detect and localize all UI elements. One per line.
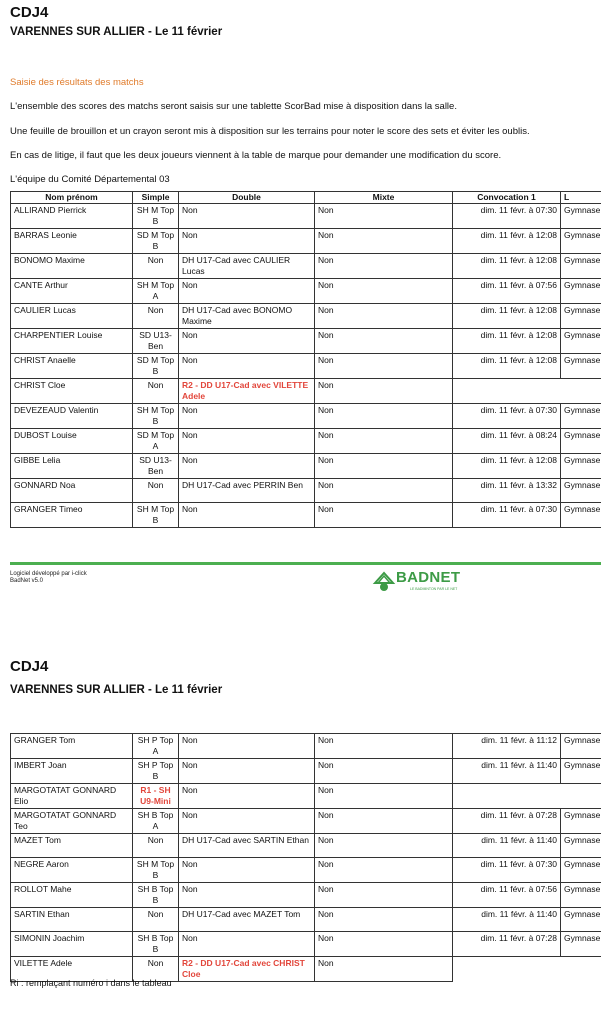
- simple-cell: SH B Top A: [133, 809, 179, 834]
- player-name-cell: IMBERT Joan: [11, 759, 133, 784]
- table-row: [11, 404, 601, 429]
- table-row: [11, 204, 601, 229]
- convocation-cell: dim. 11 févr. à 07:30: [453, 404, 561, 429]
- mixte-cell: Non: [315, 503, 453, 528]
- simple-cell: SD U13-Ben: [133, 454, 179, 479]
- table-row: [11, 834, 601, 858]
- mixte-cell: Non: [315, 957, 453, 982]
- convocation-cell: dim. 11 févr. à 12:08: [453, 354, 561, 379]
- double-cell: R2 - DD U17-Cad avec CHRIST Cloe: [179, 957, 315, 982]
- table-row: [11, 354, 601, 379]
- double-cell: Non: [179, 454, 315, 479]
- table-row: [11, 304, 601, 329]
- simple-cell: SH M Top B: [133, 204, 179, 229]
- double-cell: Non: [179, 932, 315, 957]
- double-cell: Non: [179, 734, 315, 759]
- player-name-cell: CHARPENTIER Louise: [11, 329, 133, 354]
- mixte-cell: Non: [315, 254, 453, 279]
- results-table-page2: [10, 733, 601, 982]
- simple-cell: SH P Top A: [133, 734, 179, 759]
- mixte-cell: Non: [315, 883, 453, 908]
- mixte-cell: Non: [315, 204, 453, 229]
- legend-note: Ri : remplaçant numéro i dans le tableau: [10, 978, 172, 988]
- player-name-cell: SIMONIN Joachim: [11, 932, 133, 957]
- double-cell: Non: [179, 204, 315, 229]
- table-row: [11, 503, 601, 528]
- page2-subtitle: VARENNES SUR ALLIER - Le 11 février: [10, 684, 223, 696]
- table-row: [11, 454, 601, 479]
- player-name-cell: MAZET Tom: [11, 834, 133, 858]
- double-cell: Non: [179, 229, 315, 254]
- player-name-cell: CAULIER Lucas: [11, 304, 133, 329]
- header-lieu: L: [561, 192, 601, 204]
- double-cell: Non: [179, 404, 315, 429]
- player-name-cell: GRANGER Tom: [11, 734, 133, 759]
- header-name: Nom prénom: [11, 192, 133, 204]
- lieu-cell: Gymnase: [561, 454, 601, 479]
- simple-cell: R1 - SH U9-Mini: [133, 784, 179, 809]
- simple-cell: SD U13-Ben: [133, 329, 179, 354]
- lieu-cell: Gymnase: [561, 279, 601, 304]
- player-name-cell: VILETTE Adele: [11, 957, 133, 982]
- double-cell: Non: [179, 883, 315, 908]
- simple-cell: SH M Top B: [133, 404, 179, 429]
- player-name-cell: SARTIN Ethan: [11, 908, 133, 932]
- player-name-cell: DUBOST Louise: [11, 429, 133, 454]
- double-cell: Non: [179, 354, 315, 379]
- convocation-cell: dim. 11 févr. à 11:12: [453, 734, 561, 759]
- player-name-cell: GIBBE Lelia: [11, 454, 133, 479]
- convocation-cell: dim. 11 févr. à 13:32: [453, 479, 561, 503]
- lieu-cell: Gymnase: [561, 304, 601, 329]
- footer-divider: [10, 562, 601, 565]
- simple-cell: SH P Top B: [133, 759, 179, 784]
- convocation-cell: dim. 11 févr. à 07:56: [453, 279, 561, 304]
- lieu-cell: Gymnase: [561, 503, 601, 528]
- double-cell: DH U17-Cad avec MAZET Tom: [179, 908, 315, 932]
- table-row: [11, 784, 601, 809]
- mixte-cell: Non: [315, 429, 453, 454]
- lieu-cell: Gymnase: [561, 809, 601, 834]
- simple-cell: Non: [133, 304, 179, 329]
- convocation-cell: dim. 11 févr. à 08:24: [453, 429, 561, 454]
- convocation-cell: dim. 11 févr. à 07:28: [453, 809, 561, 834]
- convocation-cell: dim. 11 févr. à 11:40: [453, 834, 561, 858]
- player-name-cell: BONOMO Maxime: [11, 254, 133, 279]
- section-title: Saisie des résultats des matchs: [10, 77, 144, 88]
- table-row: [11, 279, 601, 304]
- table-row: [11, 254, 601, 279]
- mixte-cell: Non: [315, 908, 453, 932]
- lieu-cell: Gymnase: [561, 429, 601, 454]
- page1-title: CDJ4: [10, 4, 49, 21]
- double-cell: Non: [179, 329, 315, 354]
- header-simple: Simple: [133, 192, 179, 204]
- mixte-cell: Non: [315, 858, 453, 883]
- simple-cell: Non: [133, 957, 179, 982]
- table-row: [11, 883, 601, 908]
- player-name-cell: ROLLOT Mahe: [11, 883, 133, 908]
- lieu-cell: Gymnase: [561, 204, 601, 229]
- results-table-page1: [10, 191, 601, 528]
- double-cell: Non: [179, 503, 315, 528]
- footer-version: BadNet v5.0: [10, 578, 44, 584]
- shuttlecock-icon: [372, 569, 396, 593]
- mixte-cell: Non: [315, 304, 453, 329]
- simple-cell: SH M Top A: [133, 279, 179, 304]
- player-name-cell: MARGOTATAT GONNARD Elio: [11, 784, 133, 809]
- mixte-cell: Non: [315, 834, 453, 858]
- player-name-cell: CHRIST Anaelle: [11, 354, 133, 379]
- header-convocation: Convocation 1: [453, 192, 561, 204]
- lieu-cell: [561, 957, 601, 982]
- badnet-logo-tagline: LE BADMINTON PAR LE NET: [410, 587, 458, 591]
- convocation-cell: dim. 11 févr. à 07:30: [453, 204, 561, 229]
- convocation-cell: dim. 11 févr. à 07:28: [453, 932, 561, 957]
- lieu-cell: Gymnase: [561, 734, 601, 759]
- lieu-cell: [561, 379, 601, 404]
- simple-cell: SH B Top B: [133, 883, 179, 908]
- lieu-cell: Gymnase: [561, 932, 601, 957]
- double-cell: DH U17-Cad avec CAULIER Lucas: [179, 254, 315, 279]
- table-row: [11, 229, 601, 254]
- team-label: L'équipe du Comité Départemental 03: [10, 174, 170, 185]
- double-cell: DH U17-Cad avec BONOMO Maxime: [179, 304, 315, 329]
- double-cell: Non: [179, 858, 315, 883]
- mixte-cell: Non: [315, 229, 453, 254]
- table-row: [11, 329, 601, 354]
- simple-cell: SH M Top B: [133, 503, 179, 528]
- simple-cell: Non: [133, 379, 179, 404]
- convocation-cell: dim. 11 févr. à 07:30: [453, 503, 561, 528]
- double-cell: DH U17-Cad avec PERRIN Ben: [179, 479, 315, 503]
- simple-cell: SD M Top A: [133, 429, 179, 454]
- table-row: [11, 429, 601, 454]
- badnet-logo-text: BADNET: [396, 569, 461, 586]
- lieu-cell: Gymnase: [561, 329, 601, 354]
- table-row: [11, 908, 601, 932]
- paragraph-1: L'ensemble des scores des matchs seront saisis sur une tablette ScorBad mise à disposition dans la salle.: [10, 101, 457, 112]
- player-name-cell: DEVEZEAUD Valentin: [11, 404, 133, 429]
- double-cell: R2 - DD U17-Cad avec VILETTE Adele: [179, 379, 315, 404]
- convocation-cell: dim. 11 févr. à 12:08: [453, 329, 561, 354]
- mixte-cell: Non: [315, 759, 453, 784]
- mixte-cell: Non: [315, 354, 453, 379]
- convocation-cell: dim. 11 févr. à 12:08: [453, 304, 561, 329]
- table-header-row: [11, 192, 601, 204]
- simple-cell: Non: [133, 908, 179, 932]
- table-row: [11, 734, 601, 759]
- simple-cell: SD M Top B: [133, 354, 179, 379]
- lieu-cell: Gymnase: [561, 254, 601, 279]
- lieu-cell: Gymnase: [561, 834, 601, 858]
- table-row: [11, 479, 601, 503]
- convocation-cell: [453, 957, 561, 982]
- convocation-cell: dim. 11 févr. à 12:08: [453, 229, 561, 254]
- player-name-cell: ALLIRAND Pierrick: [11, 204, 133, 229]
- lieu-cell: Gymnase: [561, 883, 601, 908]
- lieu-cell: Gymnase: [561, 354, 601, 379]
- double-cell: DH U17-Cad avec SARTIN Ethan: [179, 834, 315, 858]
- simple-cell: Non: [133, 254, 179, 279]
- double-cell: Non: [179, 759, 315, 784]
- mixte-cell: Non: [315, 809, 453, 834]
- paragraph-2: Une feuille de brouillon et un crayon seront mis à disposition sur les terrains pour noter le score des sets et éviter les oublis.: [10, 126, 530, 137]
- player-name-cell: GRANGER Timeo: [11, 503, 133, 528]
- convocation-cell: [453, 784, 561, 809]
- convocation-cell: dim. 11 févr. à 07:56: [453, 883, 561, 908]
- mixte-cell: Non: [315, 734, 453, 759]
- player-name-cell: NEGRE Aaron: [11, 858, 133, 883]
- header-double: Double: [179, 192, 315, 204]
- double-cell: Non: [179, 279, 315, 304]
- player-name-cell: BARRAS Leonie: [11, 229, 133, 254]
- paragraph-3: En cas de litige, il faut que les deux joueurs viennent à la table de marque pour demander une modification du score.: [10, 150, 502, 161]
- mixte-cell: Non: [315, 784, 453, 809]
- simple-cell: Non: [133, 834, 179, 858]
- mixte-cell: Non: [315, 279, 453, 304]
- double-cell: Non: [179, 809, 315, 834]
- player-name-cell: GONNARD Noa: [11, 479, 133, 503]
- double-cell: Non: [179, 784, 315, 809]
- page1-subtitle: VARENNES SUR ALLIER - Le 11 février: [10, 26, 223, 38]
- convocation-cell: dim. 11 févr. à 12:08: [453, 454, 561, 479]
- simple-cell: Non: [133, 479, 179, 503]
- lieu-cell: Gymnase: [561, 229, 601, 254]
- mixte-cell: Non: [315, 479, 453, 503]
- simple-cell: SH B Top B: [133, 932, 179, 957]
- mixte-cell: Non: [315, 454, 453, 479]
- lieu-cell: Gymnase: [561, 759, 601, 784]
- footer-developer: Logiciel développé par i-click: [10, 571, 87, 577]
- mixte-cell: Non: [315, 379, 453, 404]
- lieu-cell: Gymnase: [561, 858, 601, 883]
- mixte-cell: Non: [315, 404, 453, 429]
- lieu-cell: Gymnase: [561, 404, 601, 429]
- player-name-cell: MARGOTATAT GONNARD Teo: [11, 809, 133, 834]
- convocation-cell: dim. 11 févr. à 11:40: [453, 908, 561, 932]
- convocation-cell: dim. 11 févr. à 11:40: [453, 759, 561, 784]
- player-name-cell: CANTE Arthur: [11, 279, 133, 304]
- simple-cell: SD M Top B: [133, 229, 179, 254]
- badnet-logo: [372, 568, 468, 594]
- table-row: [11, 932, 601, 957]
- header-mixte: Mixte: [315, 192, 453, 204]
- table-row: [11, 759, 601, 784]
- convocation-cell: dim. 11 févr. à 07:30: [453, 858, 561, 883]
- lieu-cell: Gymnase: [561, 908, 601, 932]
- mixte-cell: Non: [315, 329, 453, 354]
- lieu-cell: [561, 784, 601, 809]
- double-cell: Non: [179, 429, 315, 454]
- simple-cell: SH M Top B: [133, 858, 179, 883]
- table-row: [11, 379, 601, 404]
- mixte-cell: Non: [315, 932, 453, 957]
- convocation-cell: [453, 379, 561, 404]
- table-row: [11, 858, 601, 883]
- convocation-cell: dim. 11 févr. à 12:08: [453, 254, 561, 279]
- table-row: [11, 809, 601, 834]
- lieu-cell: Gymnase: [561, 479, 601, 503]
- player-name-cell: CHRIST Cloe: [11, 379, 133, 404]
- page2-title: CDJ4: [10, 658, 49, 675]
